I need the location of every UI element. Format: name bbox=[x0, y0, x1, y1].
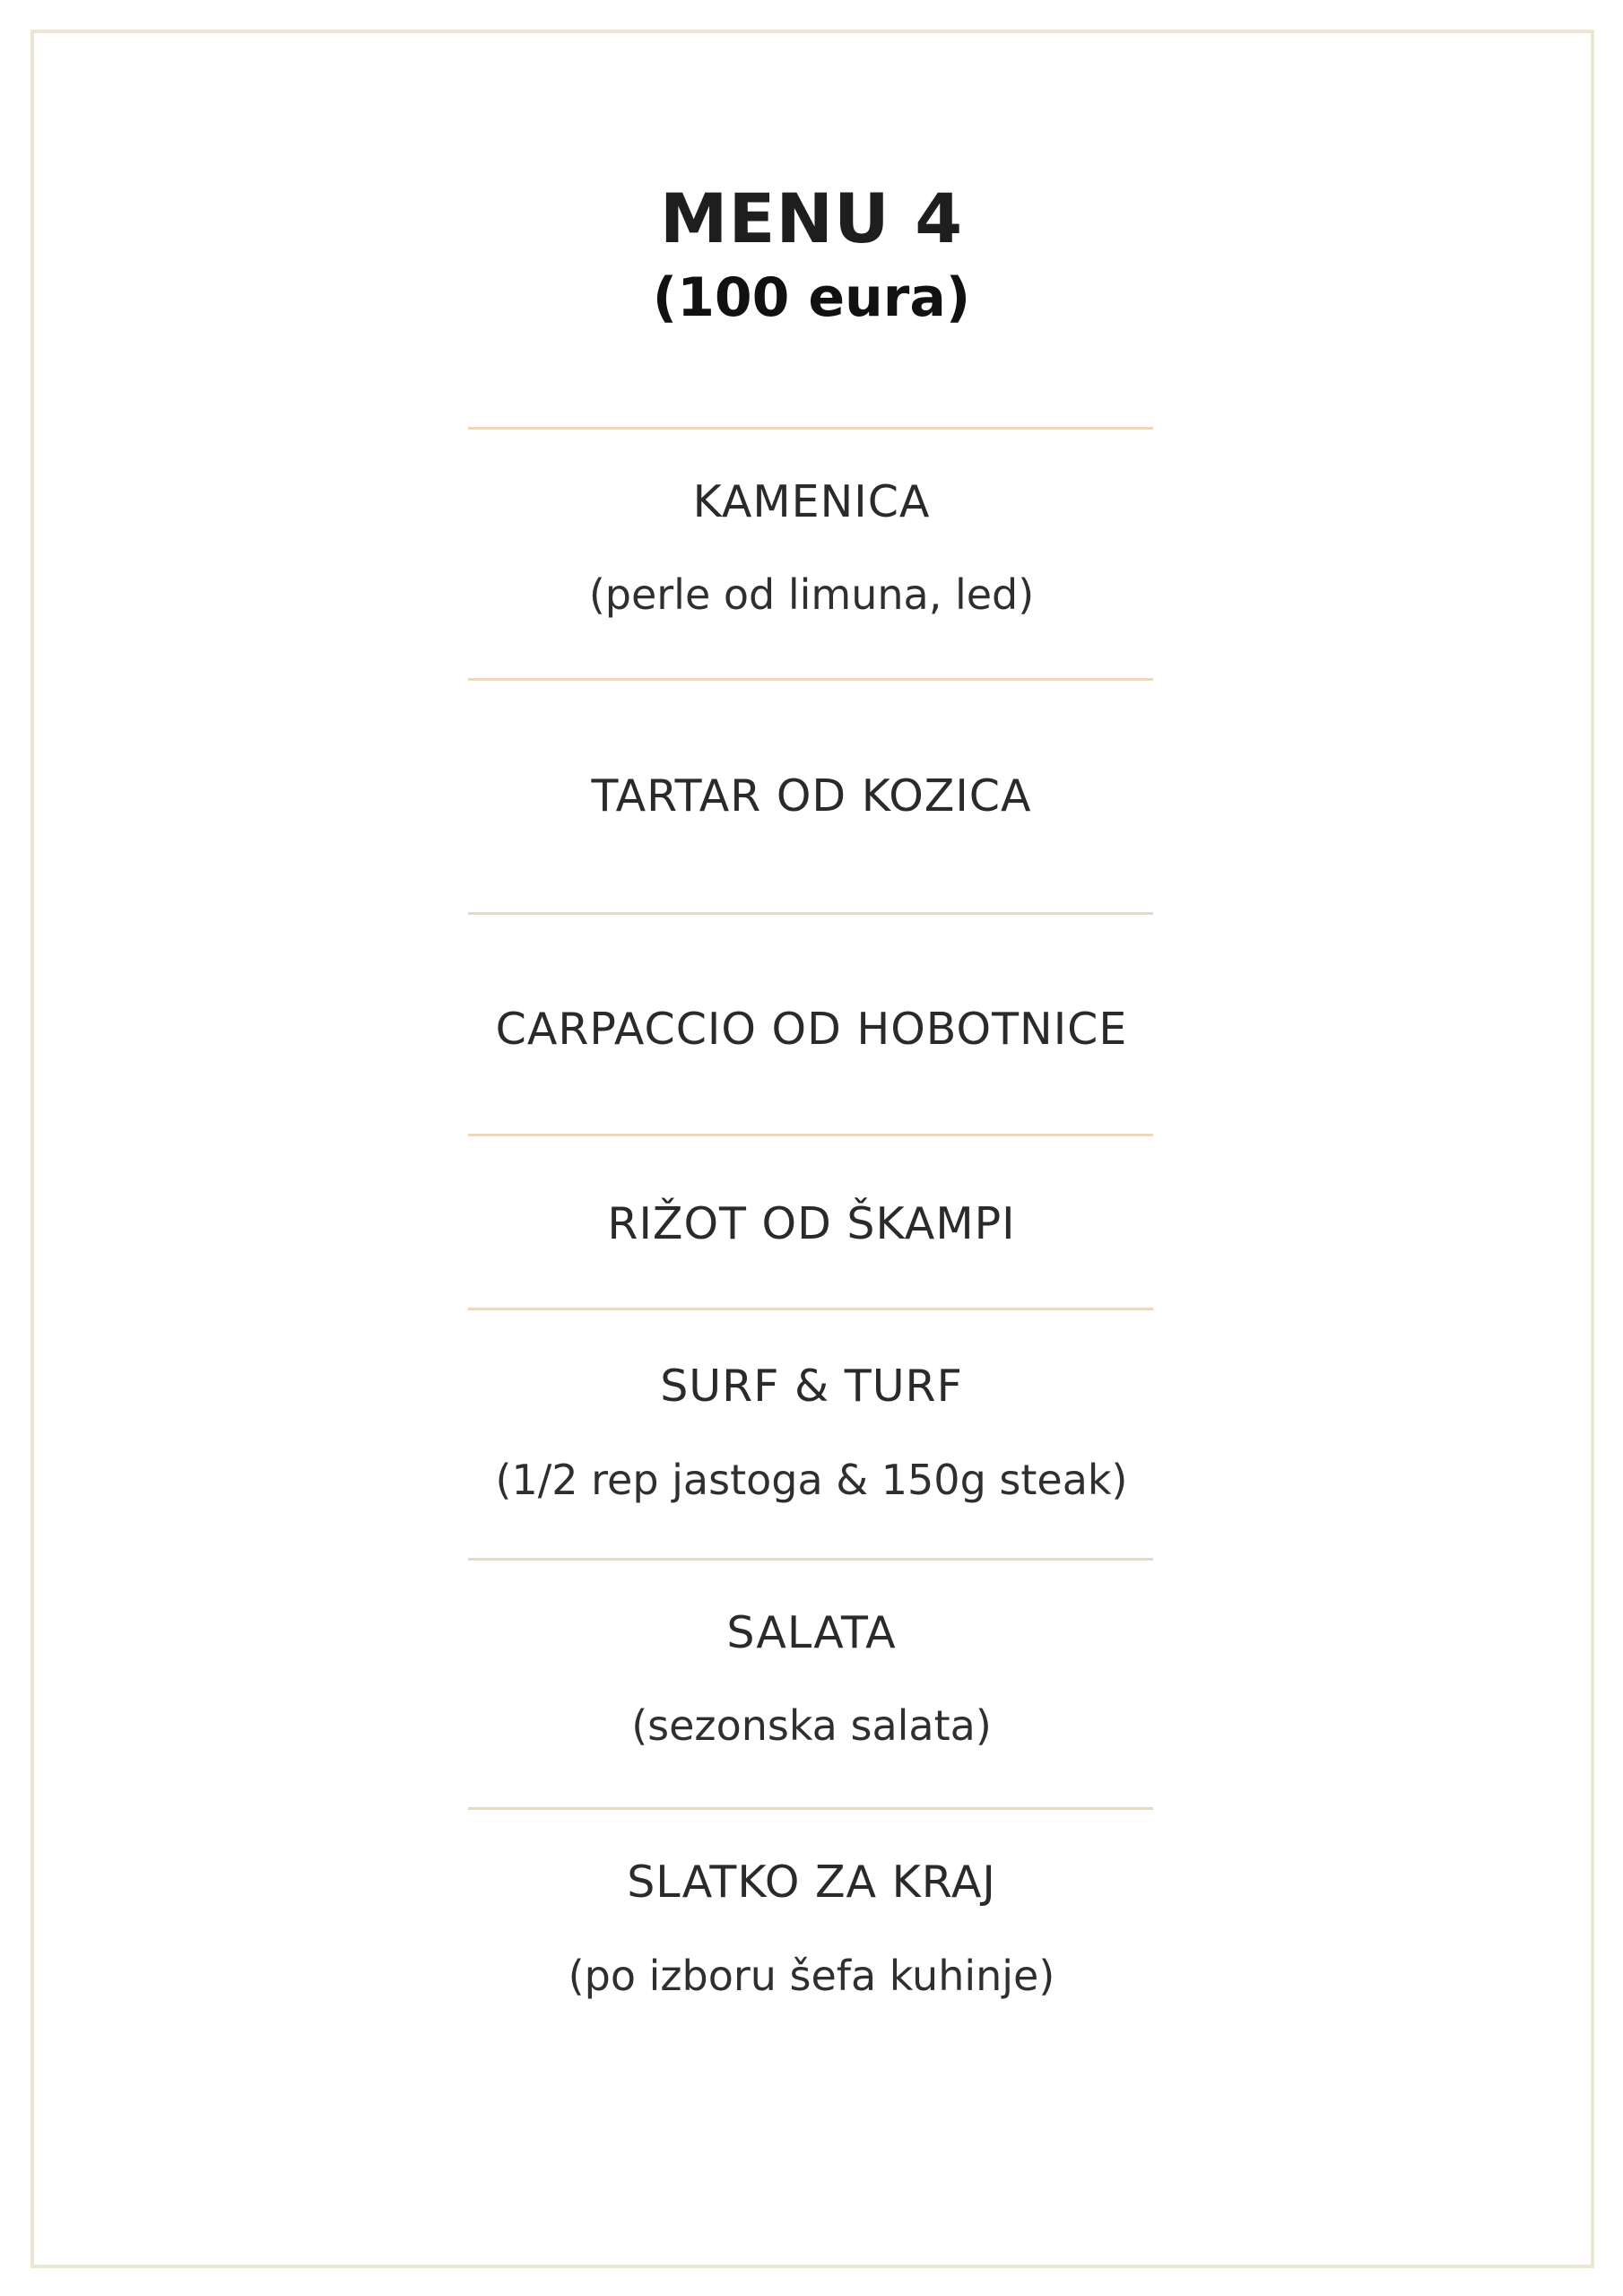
page-border bbox=[30, 30, 1594, 2268]
menu-item-name-slatko: SLATKO ZA KRAJ bbox=[627, 1857, 996, 1908]
menu-item-description-slatko: (po izboru šefa kuhinje) bbox=[568, 1952, 1055, 2000]
menu-item-name-tartar: TARTAR OD KOZICA bbox=[591, 770, 1032, 822]
menu-item-name-rizot: RIŽOT OD ŠKAMPI bbox=[607, 1198, 1016, 1249]
menu-item-description-surf-turf: (1/2 rep jastoga & 150g steak) bbox=[495, 1456, 1128, 1504]
divider bbox=[468, 1308, 1153, 1310]
divider bbox=[468, 1134, 1153, 1136]
menu-item-description-kamenica: (perle od limuna, led) bbox=[588, 570, 1035, 619]
menu-item-name-carpaccio: CARPACCIO OD HOBOTNICE bbox=[495, 1004, 1128, 1055]
menu-item-description-salata: (sezonska salata) bbox=[631, 1701, 992, 1750]
divider bbox=[468, 1558, 1153, 1561]
divider bbox=[468, 1807, 1153, 1810]
divider bbox=[468, 678, 1153, 681]
divider bbox=[468, 912, 1153, 915]
menu-title: MENU 4 bbox=[659, 178, 964, 258]
menu-item-name-surf-turf: SURF & TURF bbox=[660, 1361, 963, 1412]
menu-price: (100 eura) bbox=[652, 266, 971, 329]
menu-item-name-salata: SALATA bbox=[726, 1607, 897, 1658]
menu-item-name-kamenica: KAMENICA bbox=[692, 476, 931, 527]
divider bbox=[468, 427, 1153, 430]
